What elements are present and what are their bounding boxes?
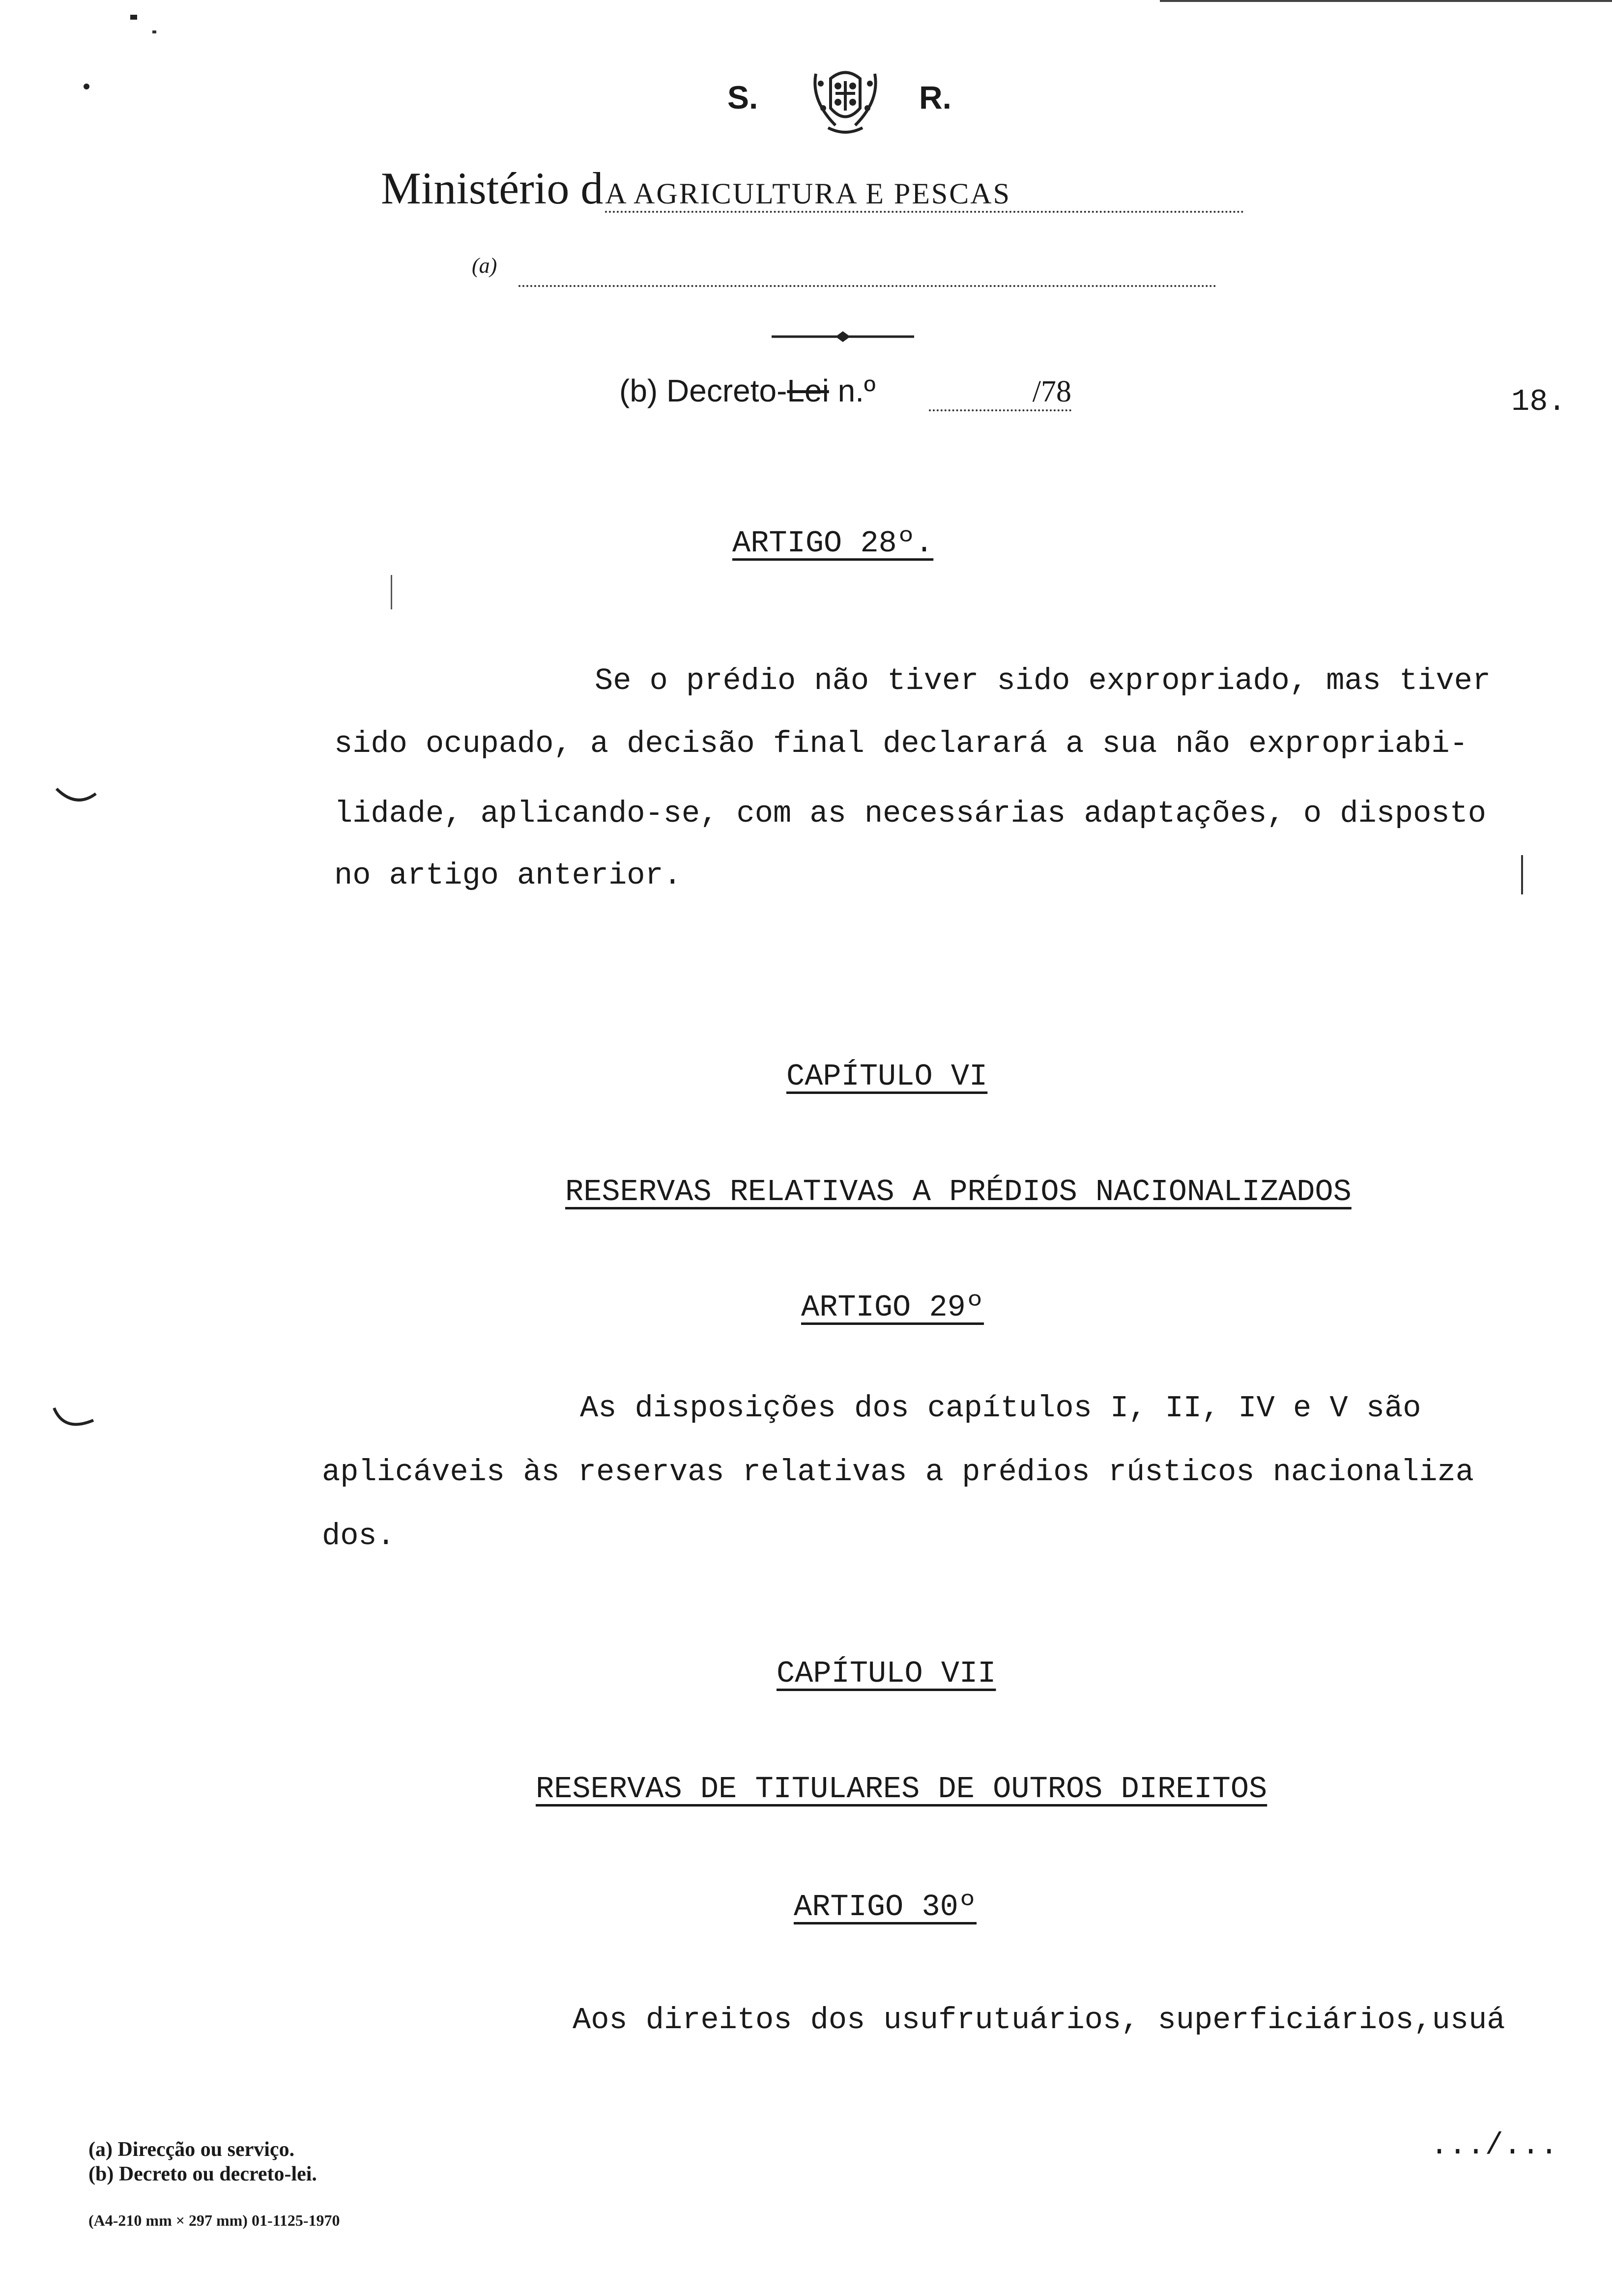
footnote-a: (a) Direcção ou serviço.	[88, 2138, 295, 2161]
binding-hole-mark	[52, 1406, 96, 1435]
article-29-line-3: dos.	[322, 1519, 395, 1553]
article-28-line-2: sido ocupado, a decisão final declarará a sua não expropriabi-	[334, 726, 1468, 761]
seal-right-letter: R.	[919, 79, 951, 115]
form-code: (A4-210 mm × 297 mm) 01-1125-1970	[88, 2211, 340, 2229]
ministry-prefix: Ministério d	[381, 163, 604, 213]
article-29-line-1: As disposições dos capítulos I, II, IV e V são	[580, 1391, 1421, 1426]
decree-label: (b) Decreto-	[619, 373, 787, 408]
article-28-line-3: lidade, aplicando-se, com as necessárias adaptações, o disposto	[334, 796, 1486, 831]
ministry-name-field: A AGRICULTURA E PESCAS	[605, 177, 1244, 213]
decree-number-field: /78	[929, 374, 1071, 411]
ministry-line	[381, 162, 1244, 214]
article-28-title: ARTIGO 28º.	[732, 526, 934, 561]
header-divider	[772, 329, 914, 344]
article-29-title: ARTIGO 29º	[801, 1290, 984, 1325]
chapter-7-title: CAPÍTULO VII	[777, 1656, 996, 1691]
margin-mark	[1521, 855, 1523, 894]
article-28-line-4: no artigo anterior.	[334, 858, 682, 893]
chapter-6-subtitle: RESERVAS RELATIVAS A PRÉDIOS NACIONALIZADOS	[565, 1175, 1352, 1209]
chapter-7-subtitle: RESERVAS DE TITULARES DE OUTROS DIREITOS	[536, 1772, 1267, 1807]
page-number: 18.	[1511, 384, 1566, 419]
scan-edge-line	[1160, 0, 1612, 2]
speck	[84, 84, 89, 89]
chapter-6-title: CAPÍTULO VI	[786, 1059, 988, 1094]
margin-mark-left	[391, 575, 392, 609]
continuation-mark: .../...	[1430, 2128, 1558, 2163]
decree-suffix: n.º	[829, 373, 876, 408]
speck	[130, 15, 137, 20]
binding-hole-mark	[54, 786, 98, 806]
seal-left-letter: S.	[727, 79, 758, 115]
decree-struck-word: Lei	[787, 373, 829, 408]
line-a-label: (a)	[472, 254, 497, 278]
article-29-line-2: aplicáveis às reservas relativas a prédios rústicos nacionaliza	[322, 1455, 1474, 1490]
speck	[152, 30, 156, 33]
decree-line	[619, 373, 875, 409]
footnote-b: (b) Decreto ou decreto-lei.	[88, 2163, 317, 2185]
article-30-title: ARTIGO 30º	[794, 1890, 977, 1924]
coat-of-arms-seal	[801, 64, 890, 138]
article-28-line-1: Se o prédio não tiver sido expropriado, mas tiver	[595, 663, 1491, 698]
article-30-line-1: Aos direitos dos usufrutuários, superficiários,usuá	[573, 2003, 1505, 2038]
line-a-dotted-field	[518, 285, 1216, 287]
